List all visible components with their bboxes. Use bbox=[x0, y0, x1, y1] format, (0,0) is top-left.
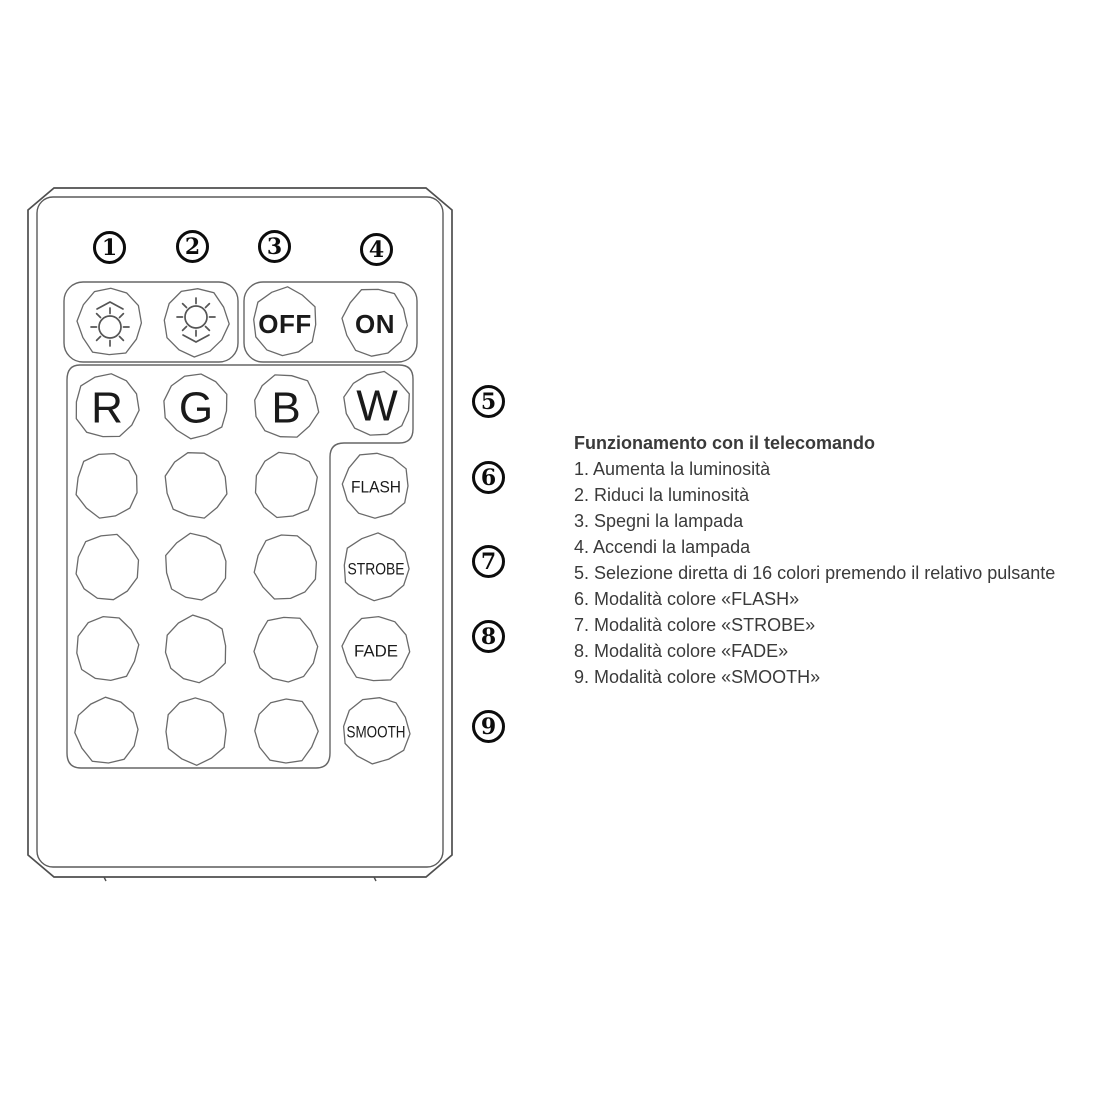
instruction-item-3: 3. Spegni la lampada bbox=[574, 511, 744, 531]
callout-8: 8 bbox=[472, 620, 505, 653]
instruction-item-5: 5. Selezione diretta di 16 colori premendo il relativo pulsante bbox=[574, 563, 1056, 583]
callout-5: 5 bbox=[472, 385, 505, 418]
instruction-item-9: 9. Modalità colore «SMOOTH» bbox=[574, 667, 821, 687]
instruction-item-4: 4. Accendi la lampada bbox=[574, 537, 751, 557]
off-button-label: OFF bbox=[258, 309, 312, 339]
instructions bbox=[574, 430, 1055, 690]
instruction-item-1: 1. Aumenta la luminosità bbox=[574, 459, 771, 479]
red-button-label: R bbox=[91, 383, 123, 433]
blue-button-label: B bbox=[271, 383, 301, 433]
instruction-item-6: 6. Modalità colore «FLASH» bbox=[574, 589, 800, 609]
remote-body-outer-outline bbox=[28, 188, 452, 877]
callout-6: 6 bbox=[472, 461, 505, 494]
instruction-item-2: 2. Riduci la luminosità bbox=[574, 485, 750, 505]
instruction-item-8: 8. Modalità colore «FADE» bbox=[574, 641, 789, 661]
fade-button-label: FADE bbox=[354, 641, 398, 661]
callout-1: 1 bbox=[93, 231, 126, 264]
callout-3: 3 bbox=[258, 230, 291, 263]
on-button-label: ON bbox=[355, 309, 395, 339]
callout-2: 2 bbox=[176, 230, 209, 263]
callout-7: 7 bbox=[472, 545, 505, 578]
callout-4: 4 bbox=[360, 233, 393, 266]
color-button-3[interactable] bbox=[256, 452, 318, 517]
flash-button-label: FLASH bbox=[351, 477, 401, 497]
strobe-button-label: STROBE bbox=[347, 559, 405, 579]
callout-9: 9 bbox=[472, 710, 505, 743]
instructions-title: Funzionamento con il telecomando bbox=[574, 433, 876, 453]
instruction-item-7: 7. Modalità colore «STROBE» bbox=[574, 615, 816, 635]
smooth-button-label: SMOOTH bbox=[346, 722, 406, 742]
green-button-label: G bbox=[178, 383, 214, 433]
white-button-label: W bbox=[356, 381, 398, 431]
button-shape bbox=[256, 452, 318, 517]
